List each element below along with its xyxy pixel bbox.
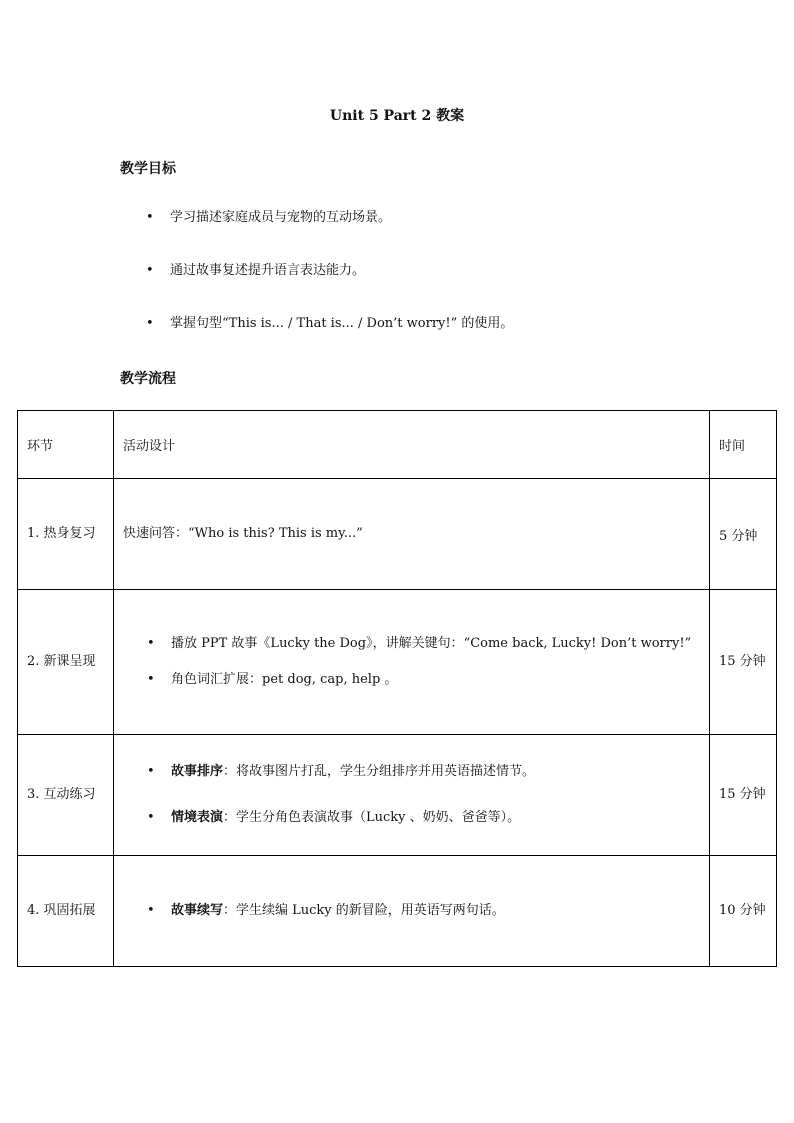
goals-heading: 教学目标 [120, 161, 176, 177]
list-item [123, 662, 700, 698]
header-stage: 环节 [18, 411, 114, 479]
activity-text: 角色词汇扩展：pet dog, cap, help 。 [171, 672, 398, 687]
stage-cell: 4. 巩固拓展 [18, 856, 114, 967]
time-cell: 5 分钟 [710, 479, 777, 590]
bullet-icon: • [146, 210, 154, 225]
table-row [18, 590, 777, 735]
table-row [18, 856, 777, 967]
goal-item [146, 314, 513, 334]
activity-cell [114, 856, 710, 967]
stage-cell: 2. 新课呈现 [18, 590, 114, 735]
time-cell: 15 分钟 [710, 590, 777, 735]
list-item [123, 795, 700, 841]
table-row [18, 479, 777, 590]
bullet-icon: • [147, 810, 155, 825]
activity-cell [114, 590, 710, 735]
goal-item [146, 261, 365, 281]
time-cell: 15 分钟 [710, 735, 777, 856]
activity-text: ：学生续编 Lucky 的新冒险，用英语写两句话。 [223, 903, 505, 918]
bullet-icon: • [146, 316, 154, 331]
bullet-icon: • [147, 672, 155, 687]
activity-label: 情境表演 [171, 810, 224, 825]
activity-text: 播放 PPT 故事《Lucky the Dog》，讲解关键句：“Come back, Lucky! Don’t worry!” [171, 636, 692, 651]
goal-text: 学习描述家庭成员与宠物的互动场景。 [170, 210, 392, 225]
activity-label: 故事续写 [171, 903, 224, 918]
activity-cell [114, 735, 710, 856]
time-cell: 10 分钟 [710, 856, 777, 967]
bullet-icon: • [146, 263, 154, 278]
list-item [123, 626, 700, 662]
activity-label: 故事排序 [171, 764, 224, 779]
table-header-row [18, 411, 777, 479]
process-table [17, 410, 777, 967]
document-title: Unit 5 Part 2 教案 [329, 108, 465, 124]
header-time: 时间 [710, 411, 777, 479]
table-row [18, 735, 777, 856]
bullet-icon: • [147, 903, 155, 918]
stage-cell: 1. 热身复习 [18, 479, 114, 590]
stage-cell: 3. 互动练习 [18, 735, 114, 856]
activity-cell: 快速问答：“Who is this? This is my...” [114, 479, 710, 590]
list-item [123, 749, 700, 795]
goal-text: 掌握句型“This is... / That is... / Don’t worry!” 的使用。 [170, 316, 514, 331]
bullet-icon: • [147, 764, 155, 779]
bullet-icon: • [147, 636, 155, 651]
goal-item [146, 208, 391, 228]
process-heading: 教学流程 [120, 371, 176, 387]
activity-text: ：将故事图片打乱，学生分组排序并用英语描述情节。 [223, 764, 536, 779]
goal-text: 通过故事复述提升语言表达能力。 [170, 263, 366, 278]
activity-text: ：学生分角色表演故事（Lucky 、奶奶、爸爸等）。 [223, 810, 521, 825]
list-item [123, 893, 700, 929]
header-activity: 活动设计 [114, 411, 710, 479]
